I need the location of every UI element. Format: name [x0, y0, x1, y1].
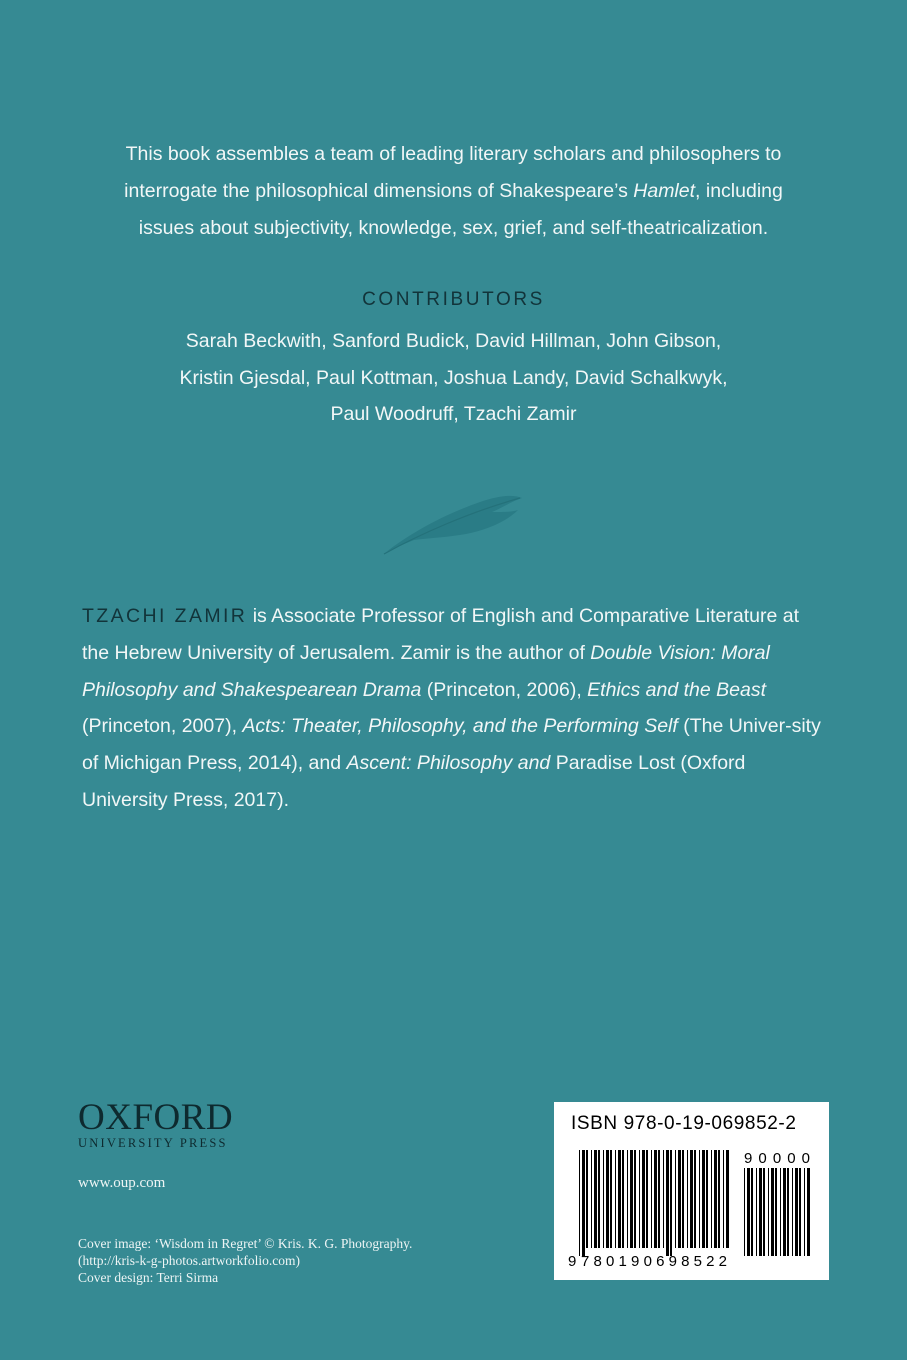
barcode-bar: [678, 1150, 681, 1248]
blurb-line-2: [70, 173, 837, 210]
blurb-line-1: This book assembles a team of leading literary scholars and philosophers to: [125, 143, 782, 165]
barcode-bar: [714, 1150, 717, 1248]
bio-book-3: Acts: Theater, Philosophy, and the Performing Self: [242, 715, 678, 738]
main-barcode-bars: [579, 1150, 729, 1256]
barcode-graphic: [554, 1102, 829, 1280]
barcode-bar: [694, 1150, 696, 1248]
contributors-line-2: Kristin Gjesdal, Paul Kottman, Joshua Landy, David Schalkwyk,: [179, 366, 728, 389]
barcode-bar: [775, 1168, 777, 1256]
barcode-bar: [634, 1150, 636, 1248]
book-blurb: [70, 136, 837, 247]
barcode-bar: [799, 1168, 801, 1256]
barcode-bar: [579, 1150, 580, 1256]
barcode-bar: [586, 1150, 588, 1248]
author-name: TZACHI ZAMIR: [82, 605, 248, 627]
bio-text-4: (The Univer-sity of Michigan Press, 2014), and: [82, 715, 821, 775]
contributors-list: [120, 323, 787, 433]
oxford-logo: [78, 1098, 278, 1151]
barcode-bar: [654, 1150, 657, 1248]
barcode-bar: [804, 1168, 805, 1256]
barcode-bar: [702, 1150, 705, 1248]
publisher-website: www.oup.com: [78, 1175, 166, 1191]
barcode-lead-digit: 9: [568, 1253, 577, 1270]
bio-text-1: is Associate Professor of English and Comparative Literature at the Hebrew University of Jerusalem. Zamir is the author of: [82, 605, 799, 664]
bio-book-1: Double Vision: Moral Philosophy and Shakespearean Drama: [82, 641, 770, 701]
barcode-bar: [763, 1168, 765, 1256]
contributors-line-3: Paul Woodruff, Tzachi Zamir: [330, 403, 577, 425]
barcode-bar: [618, 1150, 621, 1248]
barcode-bar: [627, 1150, 628, 1248]
barcode-addon-digits: 90000: [744, 1150, 810, 1167]
bio-text-5: Paradise Lost (Oxford University Press, 2017).: [82, 752, 746, 811]
contributors-line-1: Sarah Beckwith, Sanford Budick, David Hillman, John Gibson,: [185, 330, 722, 352]
isbn-label: ISBN 978-0-19-069852-2: [571, 1113, 797, 1134]
barcode-bar: [723, 1150, 724, 1248]
barcode-bar: [675, 1150, 676, 1248]
addon-barcode-bars: [744, 1168, 810, 1256]
blurb-line-3: issues about subjectivity, knowledge, sex, grief, and self-theatricalization.: [138, 217, 769, 239]
barcode-bar: [603, 1150, 604, 1248]
barcode-bar: [622, 1150, 624, 1248]
barcode-bar: [610, 1150, 612, 1248]
barcode-bar: [744, 1168, 745, 1256]
barcode-bar: [630, 1150, 633, 1248]
barcode-bar: [646, 1150, 648, 1248]
barcode-bar: [706, 1150, 708, 1248]
barcode-bar: [591, 1150, 592, 1248]
barcode-bar: [666, 1150, 669, 1256]
blurb-line-2-start: interrogate the philosophical dimensions of Shakespeare’s: [124, 180, 634, 202]
barcode-bar: [606, 1150, 609, 1248]
barcode-bar: [658, 1150, 660, 1248]
cover-credits: [78, 1236, 498, 1286]
barcode-bar: [783, 1168, 786, 1256]
barcode-bar: [792, 1168, 793, 1256]
logo-oxford: OXFORD: [78, 1097, 234, 1138]
blurb-line-2-end: , including: [695, 180, 783, 202]
barcode-bar: [795, 1168, 798, 1256]
barcode-bar: [807, 1168, 810, 1256]
barcode-bar: [682, 1150, 684, 1248]
bio-book-2: Ethics and the Beast: [587, 678, 767, 701]
barcode-bar: [670, 1150, 672, 1256]
barcode-bar: [759, 1168, 762, 1256]
contributors-heading: CONTRIBUTORS: [362, 289, 545, 310]
barcode-bar: [651, 1150, 652, 1248]
barcode-bar: [699, 1150, 700, 1248]
barcode-bar: [726, 1150, 729, 1248]
credit-cover-image: Cover image: ‘Wisdom in Regret’ © Kris. K. G. Photography.: [78, 1236, 413, 1251]
barcode-bar: [756, 1168, 757, 1256]
barcode-bar: [690, 1150, 693, 1248]
bio-text-3: (Princeton, 2007),: [82, 715, 243, 738]
barcode-main-digits: 780190698522: [581, 1253, 727, 1270]
barcode-bar: [747, 1168, 750, 1256]
barcode-bar: [594, 1150, 597, 1248]
feather-icon: [380, 482, 526, 556]
bio-book-4: Ascent: Philosophy and: [346, 752, 551, 775]
blurb-title-hamlet: Hamlet: [633, 180, 696, 202]
barcode-bar: [598, 1150, 600, 1248]
credit-url: (http://kris-k-g-photos.artworkfolio.com): [78, 1252, 300, 1268]
barcode-bar: [687, 1150, 688, 1248]
barcode-bar: [768, 1168, 769, 1256]
logo-university-press: UNIVERSITY PRESS: [78, 1136, 228, 1150]
barcode-bar: [711, 1150, 712, 1248]
barcode-bar: [787, 1168, 789, 1256]
barcode-bar: [615, 1150, 616, 1248]
isbn-barcode-box: [554, 1102, 829, 1280]
barcode-bar: [582, 1150, 585, 1256]
barcode-bar: [780, 1168, 781, 1256]
barcode-bar: [639, 1150, 640, 1248]
barcode-bar: [718, 1150, 720, 1248]
barcode-bar: [771, 1168, 774, 1256]
bio-text-2: (Princeton, 2006),: [421, 678, 588, 701]
author-bio: [82, 598, 830, 819]
credit-cover-design: Cover design: Terri Sirma: [78, 1269, 219, 1285]
barcode-bar: [663, 1150, 664, 1248]
barcode-bar: [642, 1150, 645, 1248]
barcode-bar: [751, 1168, 753, 1256]
